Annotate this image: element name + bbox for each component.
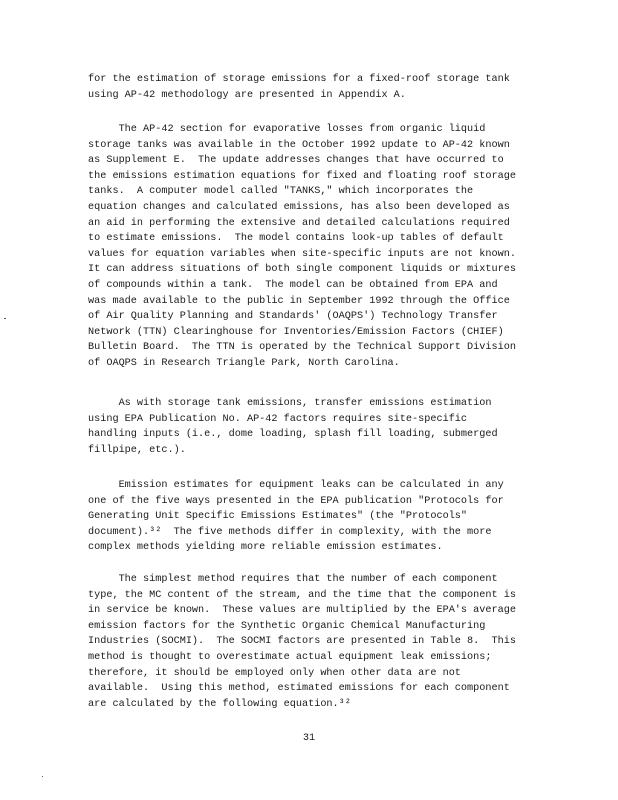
text-line: fillpipe, etc.). [88, 444, 186, 456]
text-line: Bulletin Board. The TTN is operated by the Technical Support Division [88, 342, 516, 354]
text-line: was made available to the public in September 1992 through the Office [88, 295, 510, 307]
text-line: available. Using this method, estimated emissions for each component [88, 683, 510, 695]
scan-speck [4, 318, 6, 319]
text-line: using AP-42 methodology are presented in Appendix A. [88, 89, 406, 101]
text-line: of OAQPS in Research Triangle Park, North Carolina. [88, 357, 400, 369]
paragraph-simplest-method [88, 572, 558, 712]
text-line: equation changes and calculated emissions, has also been developed as [88, 201, 510, 213]
text-line: as Supplement E. The update addresses changes that have occurred to [88, 155, 504, 167]
text-line: The AP-42 section for evaporative losses from organic liquid [88, 124, 486, 135]
text-line: The simplest method requires that the number of each component [88, 574, 498, 585]
text-line: therefore, it should be employed only when other data are not [88, 667, 461, 679]
text-line: of Air Quality Planning and Standards' (OAQPS') Technology Transfer [88, 311, 498, 323]
text-line: As with storage tank emissions, transfer emissions estimation [88, 398, 492, 409]
text-line: complex methods yielding more reliable emission estimates. [88, 542, 443, 554]
text-line: one of the five ways presented in the EPA publication "Protocols for [88, 495, 504, 507]
text-line: in service be known. These values are multiplied by the EPA's average [88, 605, 516, 617]
text-line: document).³² The five methods differ in complexity, with the more [88, 526, 492, 538]
text-line: handling inputs (i.e., dome loading, splash fill loading, submerged [88, 429, 498, 441]
paragraph-storage-intro [88, 72, 558, 103]
text-line: It can address situations of both single component liquids or mixtures [88, 264, 516, 276]
text-line: values for equation variables when site-specific inputs are not known. [88, 248, 516, 260]
text-line: are calculated by the following equation.³² [88, 698, 351, 710]
text-line: tanks. A computer model called "TANKS," which incorporates the [88, 186, 474, 198]
text-line: to estimate emissions. The model contains look-up tables of default [88, 233, 504, 245]
text-line: method is thought to overestimate actual equipment leak emissions; [88, 651, 492, 663]
text-line: of compounds within a tank. The model can be obtained from EPA and [88, 279, 498, 291]
text-line: the emissions estimation equations for fixed and floating roof storage [88, 170, 516, 182]
text-line: emission factors for the Synthetic Organic Chemical Manufacturing [88, 620, 486, 632]
text-line: for the estimation of storage emissions for a fixed-roof storage tank [88, 74, 510, 85]
text-line: using EPA Publication No. AP-42 factors requires site-specific [88, 413, 468, 425]
page-number: 31 [302, 733, 315, 744]
text-line: type, the MC content of the stream, and the time that the component is [88, 589, 516, 601]
paragraph-equipment-leaks [88, 478, 558, 556]
text-line: Network (TTN) Clearinghouse for Inventories/Emission Factors (CHIEF) [88, 326, 504, 338]
text-line: Industries (SOCMI). The SOCMI factors are presented in Table 8. This [88, 636, 516, 648]
text-line: Emission estimates for equipment leaks can be calculated in any [88, 480, 504, 491]
paragraph-ap42-tanks [88, 122, 558, 372]
paragraph-transfer-emissions [88, 396, 558, 458]
text-line: an aid in performing the extensive and detailed calculations required [88, 217, 510, 229]
scan-speck [42, 776, 43, 777]
text-line: Generating Unit Specific Emissions Estimates" (the "Protocols" [88, 511, 468, 523]
text-line: storage tanks was available in the October 1992 update to AP-42 known [88, 139, 510, 151]
